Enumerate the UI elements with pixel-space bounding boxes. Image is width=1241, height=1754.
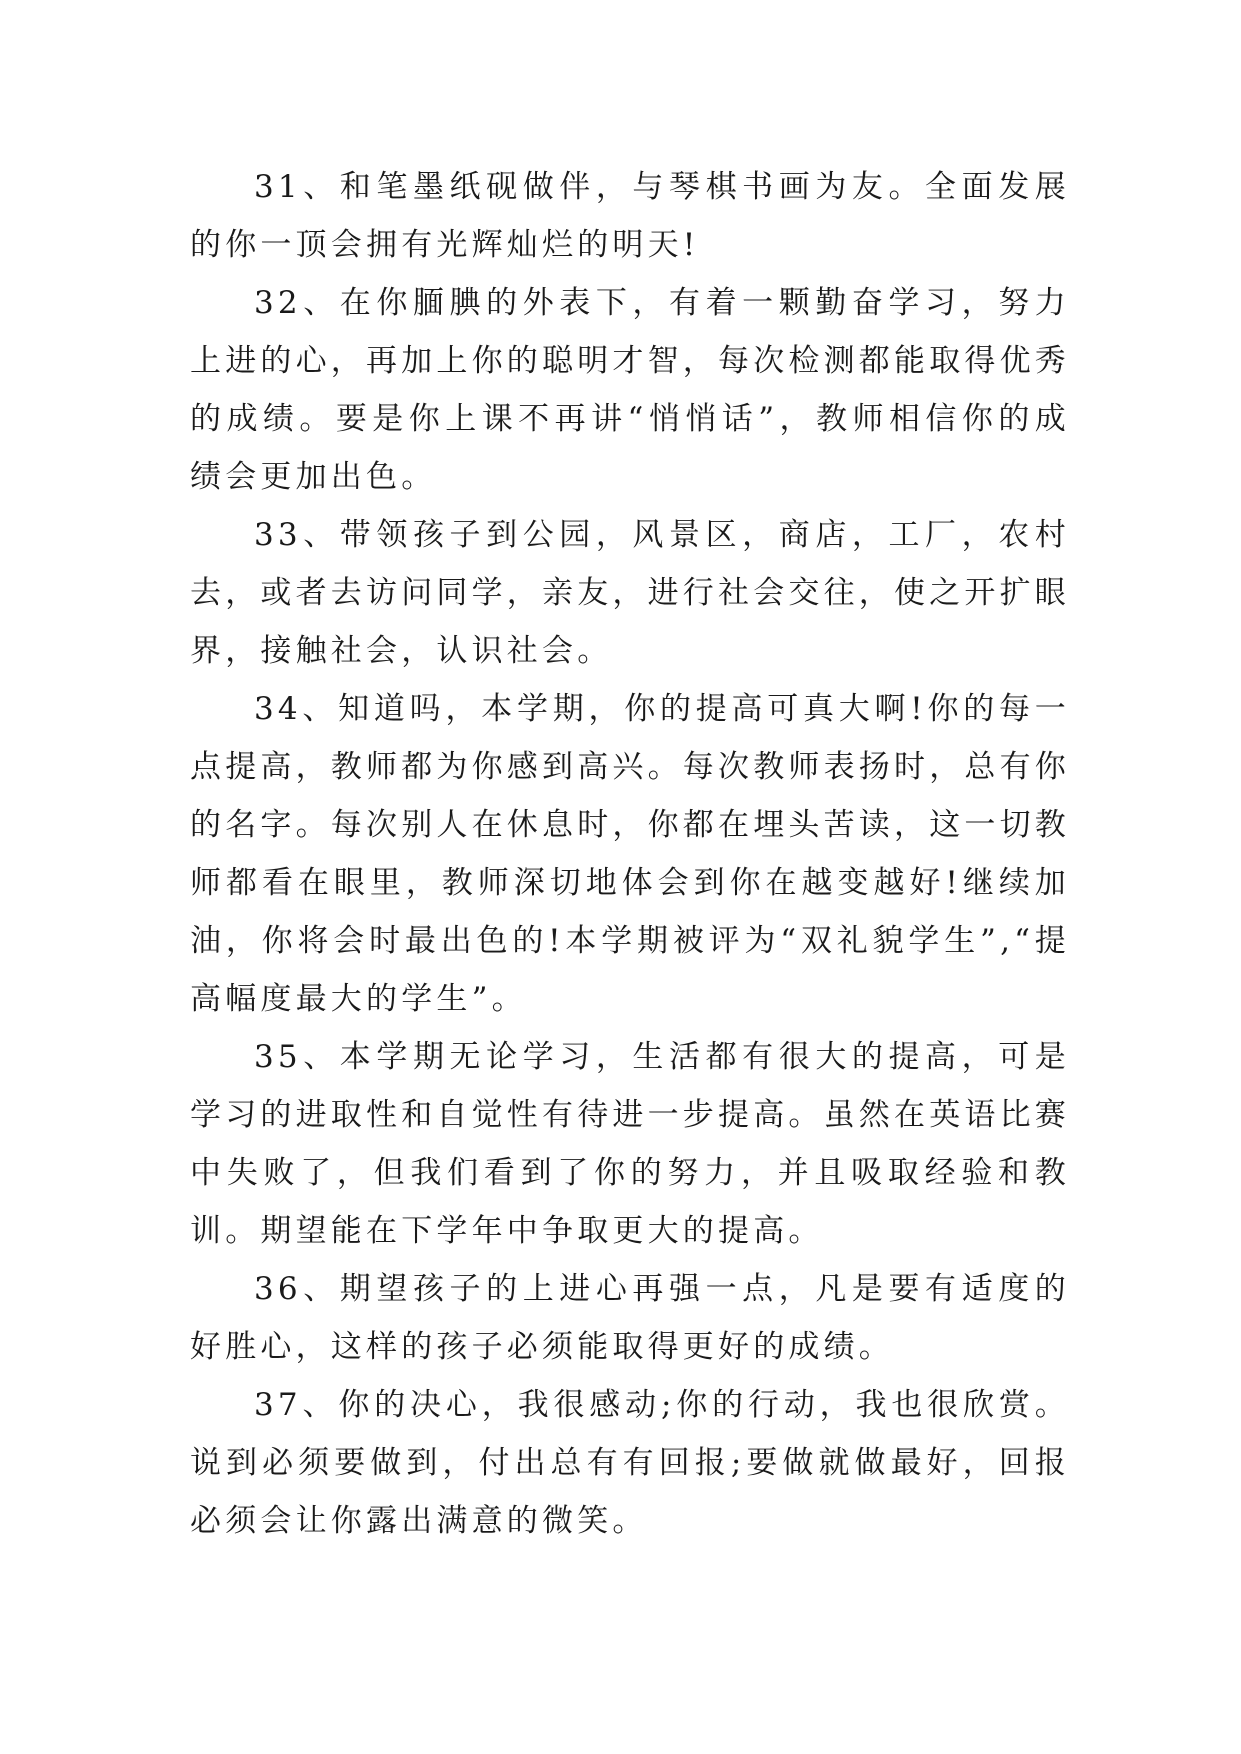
paragraph-34: 34、知道吗，本学期，你的提高可真大啊!你的每一点提高，教师都为你感到高兴。每次教师表扬时，总有你的名字。每次别人在休息时，你都在埋头苦读，这一切教师都看在眼里，教师深切地体会到你在越变越好!继续加油，你将会时最出色的!本学期被评为“双礼貌学生”,“提高幅度最大的学生”。: [190, 691, 1070, 1017]
paragraph-36: 36、期望孩子的上进心再强一点，凡是要有适度的好胜心，这样的孩子必须能取得更好的成绩。: [190, 1271, 1070, 1365]
paragraph-32: 32、在你腼腆的外表下，有着一颗勤奋学习，努力上进的心，再加上你的聪明才智，每次检测都能取得优秀的成绩。要是你上课不再讲“悄悄话”，教师相信你的成绩会更加出色。: [190, 285, 1070, 495]
paragraph-37: 37、你的决心，我很感动;你的行动，我也很欣赏。说到必须要做到，付出总有有回报;要做就做最好，回报必须会让你露出满意的微笑。: [190, 1387, 1070, 1539]
paragraph-35: 35、本学期无论学习，生活都有很大的提高，可是学习的进取性和自觉性有待进一步提高。虽然在英语比赛中失败了，但我们看到了你的努力，并且吸取经验和教训。期望能在下学年中争取更大的提高。: [190, 1039, 1070, 1249]
paragraph-31: 31、和笔墨纸砚做伴，与琴棋书画为友。全面发展的你一顶会拥有光辉灿烂的明天!: [190, 169, 1070, 263]
paragraph-33: 33、带领孩子到公园，风景区，商店，工厂，农村去，或者去访问同学，亲友，进行社会交往，使之开扩眼界，接触社会，认识社会。: [190, 517, 1070, 669]
